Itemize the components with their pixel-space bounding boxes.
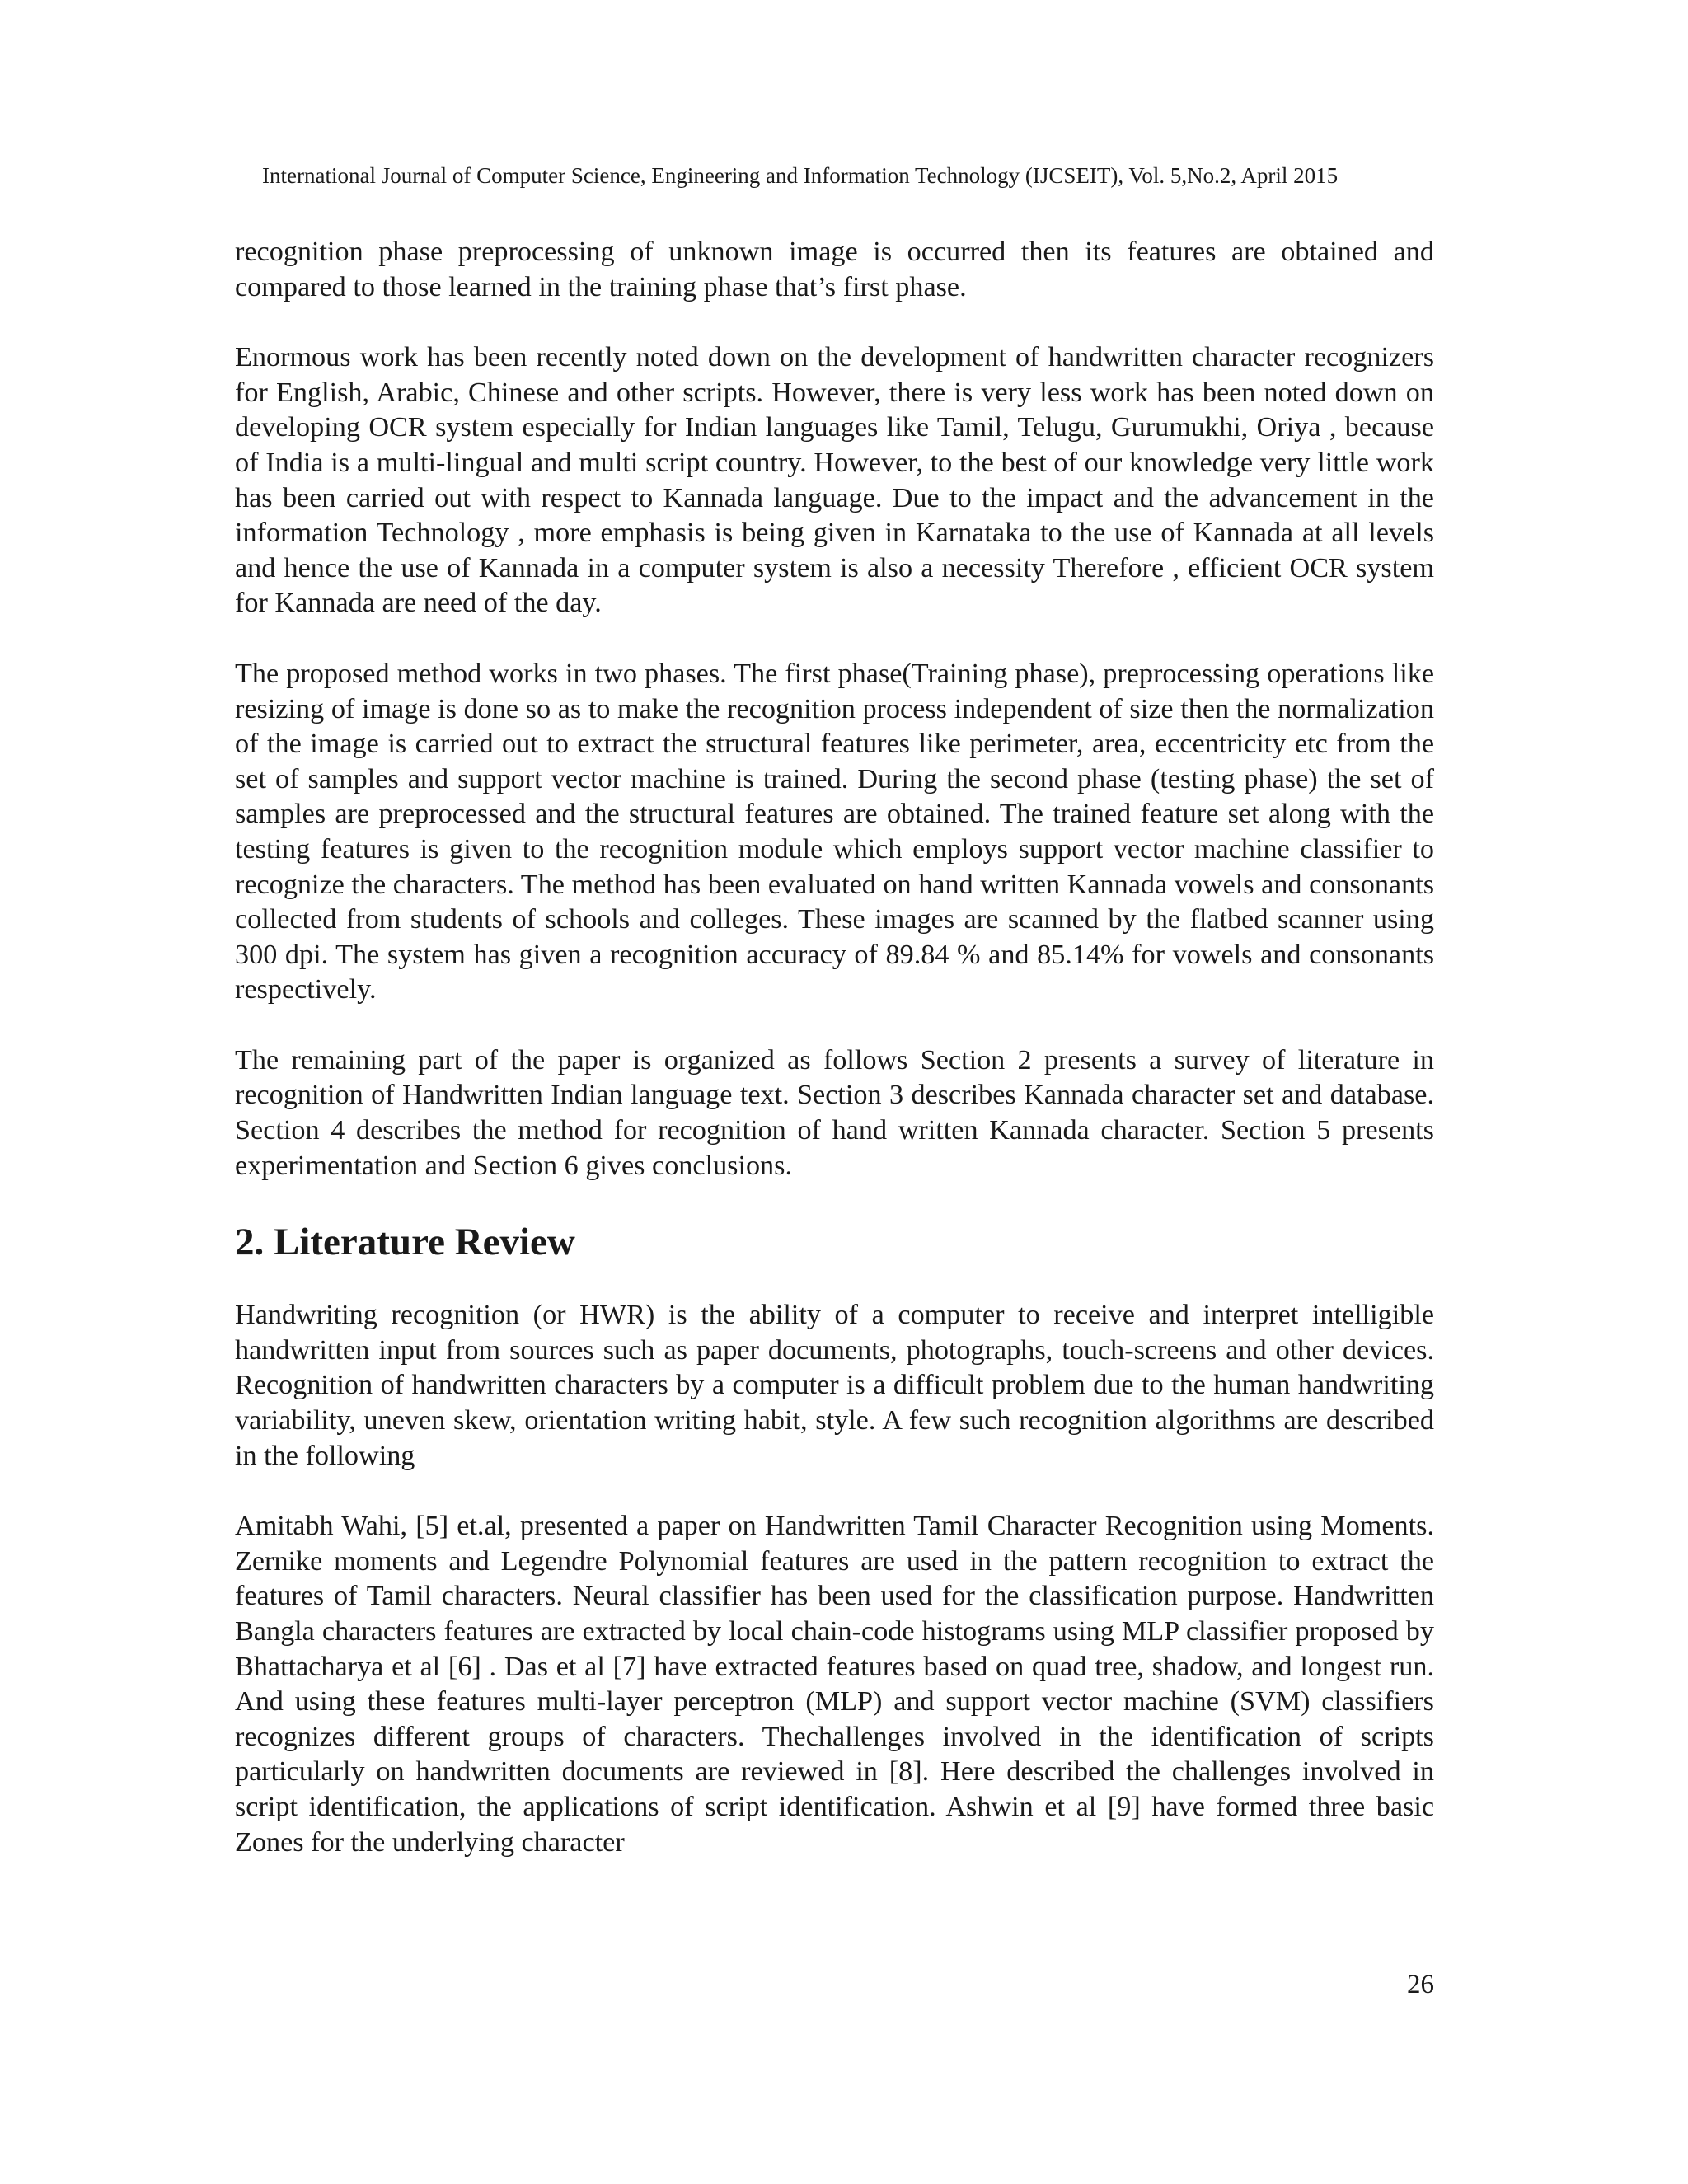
section-heading-literature-review: 2. Literature Review bbox=[235, 1221, 575, 1264]
paragraph-intro-continuation: recognition phase preprocessing of unknown image is occurred then its features are obtained and compared to those learned in the training phase that’s first phase. bbox=[235, 237, 1434, 302]
paragraph-motivation: Enormous work has been recently noted down on the development of handwritten character recognizers for English, Arabic, Chinese and other scripts. However, there is very less work has been noted down on developing OCR system especially for Indian languages like Tamil, Telugu, Gurumukhi, Oriya , because of India is a multi-lingual and multi script country. However, to the best of our knowledge very little work has been carried out with respect to Kannada language. Due to the impact and the advancement in the information Technology , more emphasis is being given in Karnataka to the use of Kannada at all levels and hence the use of Kannada in a computer system is also a necessity Therefore , efficient OCR system for Kannada are need of the day. bbox=[235, 342, 1434, 619]
paragraph-paper-organization: The remaining part of the paper is organized as follows Section 2 presents a survey of literature in recognition of Handwritten Indian language text. Section 3 describes Kannada character set and database. Section 4 describes the method for recognition of hand written Kannada character. Section 5 presents experimentation and Section 6 gives conclusions. bbox=[235, 1044, 1434, 1181]
page-number: 26 bbox=[1407, 1970, 1434, 1999]
paragraph-hwr-definition: Handwriting recognition (or HWR) is the ability of a computer to receive and interpret intelligible handwritten input from sources such as paper documents, photographs, touch-screens and other devices. Recognition of handwritten characters by a computer is a difficult problem due to the human handwriting variability, uneven skew, orientation writing habit, style. A few such recognition algorithms are described in the following bbox=[235, 1300, 1434, 1471]
running-header: International Journal of Computer Science, Engineering and Information Technology (IJCSEIT), Vol. 5,No.2, April 2015 bbox=[262, 163, 1339, 188]
paragraph-proposed-method: The proposed method works in two phases. The first phase(Training phase), preprocessing operations like resizing of image is done so as to make the recognition process independent of size then the normalization of the image is carried out to extract the structural features like perimeter, area, eccentricity etc from the set of samples and support vector machine is trained. During the second phase (testing phase) the set of samples are preprocessed and the structural features are obtained. The trained feature set along with the testing features is given to the recognition module which employs support vector machine classifier to recognize the characters. The method has been evaluated on hand written Kannada vowels and consonants collected from students of schools and colleges. These images are scanned by the flatbed scanner using 300 dpi. The system has given a recognition accuracy of 89.84 % and 85.14% for vowels and consonants respectively. bbox=[235, 658, 1434, 1005]
paragraph-related-work: Amitabh Wahi, [5] et.al, presented a paper on Handwritten Tamil Character Recognition using Moments. Zernike moments and Legendre Polynomial features are used in the pattern recognition to extract the features of Tamil characters. Neural classifier has been used for the classification purpose. Handwritten Bangla characters features are extracted by local chain-code histograms using MLP classifier proposed by Bhattacharya et al [6] . Das et al [7] have extracted features based on quad tree, shadow, and longest run. And using these features multi-layer perceptron (MLP) and support vector machine (SVM) classifiers recognizes different groups of characters. Thechallenges involved in the identification of scripts particularly on handwritten documents are reviewed in [8]. Here described the challenges involved in script identification, the applications of script identification. Ashwin et al [9] have formed three basic Zones for the underlying character bbox=[235, 1511, 1434, 1858]
body-column bbox=[235, 235, 1434, 1896]
